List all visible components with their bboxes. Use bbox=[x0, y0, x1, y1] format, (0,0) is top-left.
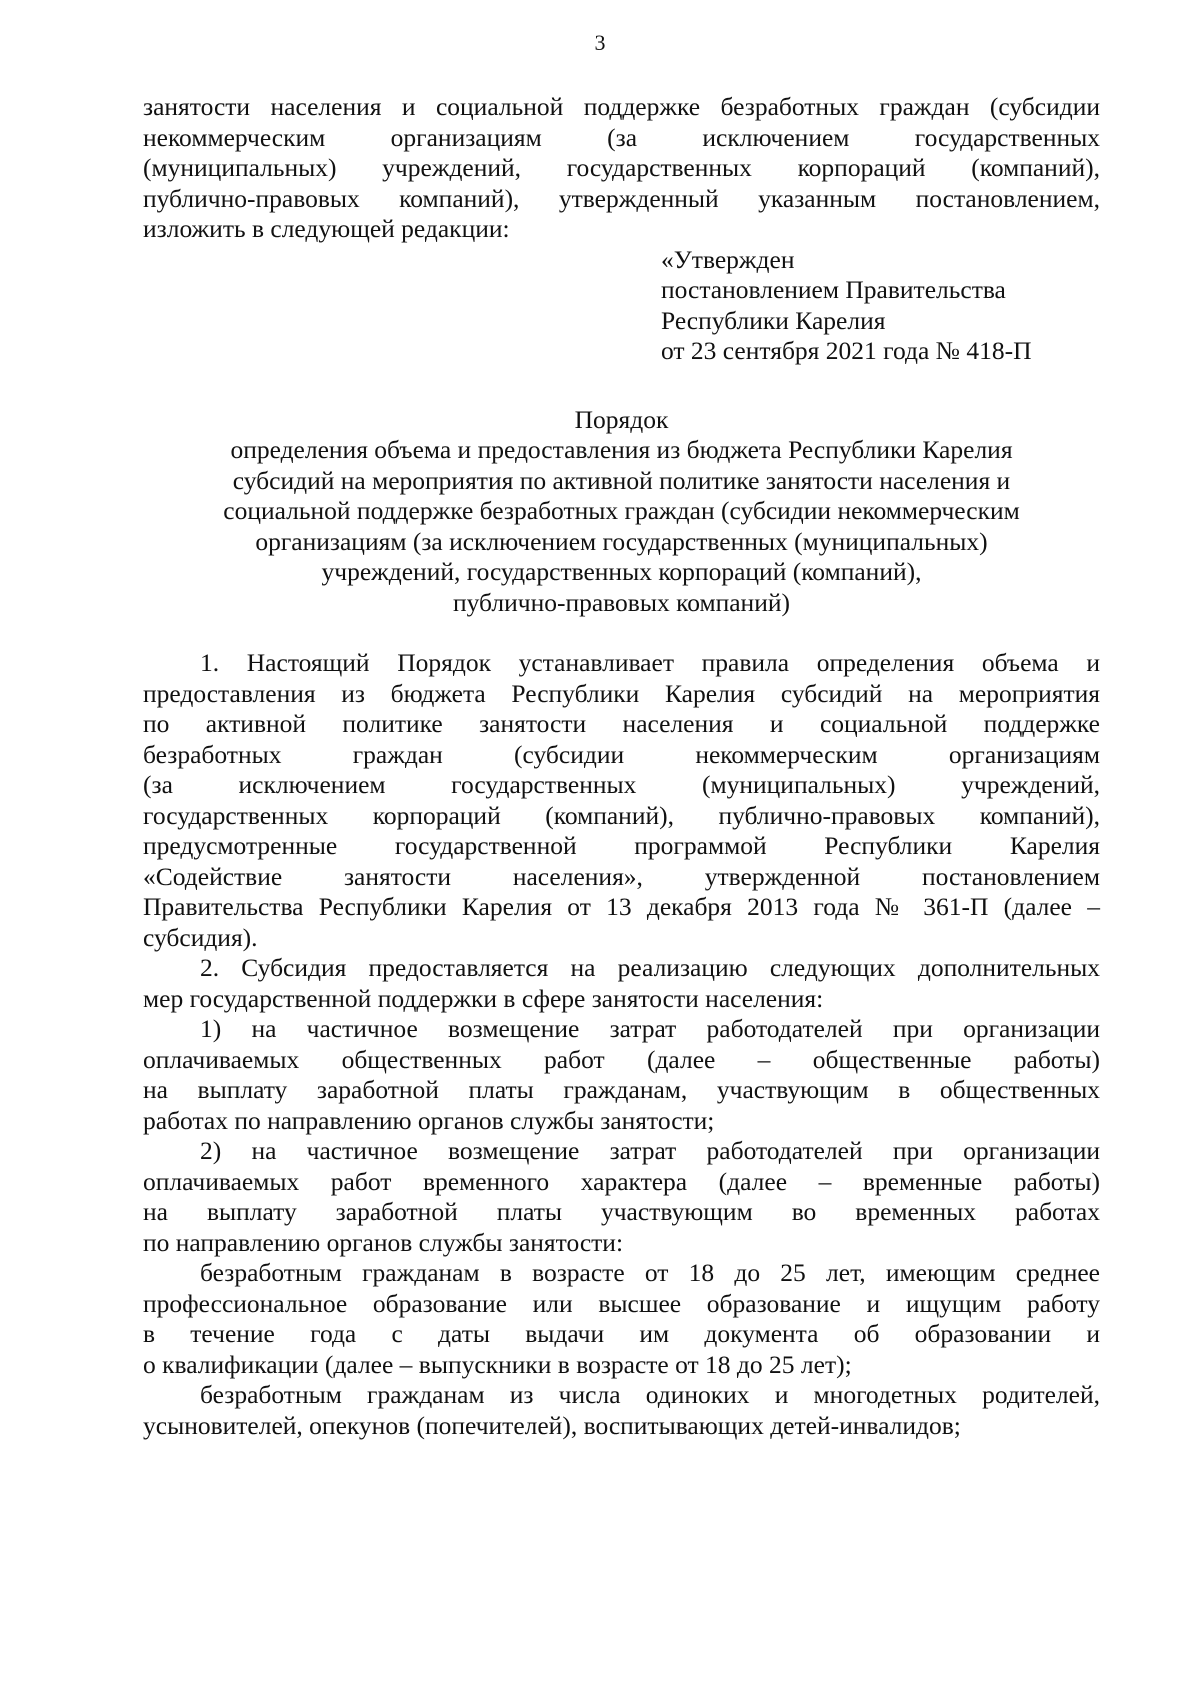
paragraph-line: профессиональное образование или высшее образование и ищущим работу bbox=[143, 1288, 1100, 1318]
paragraph-line: 1) на частичное возмещение затрат работодателей при организации bbox=[200, 1014, 1100, 1043]
paragraph-line: по направлению органов службы занятости: bbox=[143, 1227, 624, 1257]
document-body bbox=[143, 92, 1100, 1441]
title-line: публично-правовых компаний) bbox=[452, 587, 790, 617]
sub-item-1 bbox=[143, 1258, 1100, 1380]
approval-line: от 23 сентября 2021 года № 418-П bbox=[661, 336, 1032, 365]
paragraph-line: безработным гражданам из числа одиноких и многодетных родителей, bbox=[200, 1380, 1100, 1409]
paragraph-line: на выплату заработной платы гражданам, участвующим в общественных bbox=[143, 1075, 1100, 1104]
approval-line: «Утвержден bbox=[661, 244, 795, 274]
paragraph-line: на выплату заработной платы участвующим во временных работах bbox=[143, 1197, 1100, 1226]
sub-item-2 bbox=[143, 1380, 1100, 1441]
paragraph-1 bbox=[143, 648, 1100, 953]
approval-line: постановлением Правительства bbox=[661, 275, 1006, 304]
paragraph-line: работах по направлению органов службы занятости; bbox=[143, 1105, 715, 1135]
intro-line: занятости населения и социальной поддержке безработных граждан (субсидии bbox=[143, 92, 1100, 121]
paragraph-line: 2. Субсидия предоставляется на реализацию следующих дополнительных bbox=[200, 953, 1100, 982]
approval-line: Республики Карелия bbox=[661, 305, 886, 335]
intro-line: публично-правовых компаний), утвержденный указанным постановлением, bbox=[143, 183, 1100, 213]
intro-line: изложить в следующей редакции: bbox=[143, 214, 510, 243]
list-item-1 bbox=[143, 1014, 1100, 1136]
paragraph-line: (за исключением государственных (муниципальных) учреждений, bbox=[143, 770, 1100, 799]
paragraph-line: предусмотренные государственной программой Республики Карелия bbox=[143, 831, 1100, 860]
paragraph-line: безработным гражданам в возрасте от 18 до 25 лет, имеющим среднее bbox=[200, 1258, 1100, 1287]
title-line: определения объема и предоставления из бюджета Республики Карелия bbox=[230, 435, 1013, 464]
paragraph-line: безработных граждан (субсидии некоммерческим организациям bbox=[143, 739, 1100, 769]
paragraph-line: 1. Настоящий Порядок устанавливает правила определения объема и bbox=[200, 648, 1100, 677]
paragraph-line: Правительства Республики Карелия от 13 декабря 2013 года № 361-П (далее – bbox=[143, 892, 1100, 921]
paragraph-line: 2) на частичное возмещение затрат работодателей при организации bbox=[200, 1136, 1100, 1165]
title-line: учреждений, государственных корпораций (компаний), bbox=[321, 557, 922, 586]
paragraph-line: в течение года с даты выдачи им документа об образовании и bbox=[143, 1319, 1100, 1348]
approval-block bbox=[661, 245, 1100, 367]
paragraph-line: субсидия). bbox=[143, 922, 258, 952]
paragraph-line: «Содействие занятости населения», утвержденной постановлением bbox=[143, 861, 1100, 891]
paragraph-line: по активной политике занятости населения и социальной поддержке bbox=[143, 709, 1100, 738]
paragraph-line: о квалификации (далее – выпускники в возрасте от 18 до 25 лет); bbox=[143, 1349, 852, 1379]
paragraph-line: оплачиваемых работ временного характера (далее – временные работы) bbox=[143, 1166, 1100, 1196]
paragraph-2 bbox=[143, 953, 1100, 1014]
title-line: субсидий на мероприятия по активной политике занятости населения и bbox=[232, 465, 1011, 495]
document-title bbox=[143, 405, 1100, 619]
title-line: социальной поддержке безработных граждан (субсидии некоммерческим bbox=[223, 496, 1020, 525]
title-heading: Порядок bbox=[574, 404, 669, 434]
paragraph-line: государственных корпораций (компаний), публично-правовых компаний), bbox=[143, 800, 1100, 830]
intro-line: (муниципальных) учреждений, государственных корпораций (компаний), bbox=[143, 153, 1100, 182]
page-number: 3 bbox=[594, 30, 606, 55]
paragraph-line: усыновителей, опекунов (попечителей), воспитывающих детей-инвалидов; bbox=[143, 1410, 961, 1440]
intro-paragraph bbox=[143, 92, 1100, 245]
list-item-2 bbox=[143, 1136, 1100, 1258]
paragraph-line: оплачиваемых общественных работ (далее – общественные работы) bbox=[143, 1044, 1100, 1074]
intro-line: некоммерческим организациям (за исключением государственных bbox=[143, 122, 1100, 152]
paragraph-line: мер государственной поддержки в сфере занятости населения: bbox=[143, 983, 824, 1013]
paragraph-line: предоставления из бюджета Республики Карелия субсидий на мероприятия bbox=[143, 678, 1100, 708]
title-line: организациям (за исключением государственных (муниципальных) bbox=[255, 526, 988, 556]
